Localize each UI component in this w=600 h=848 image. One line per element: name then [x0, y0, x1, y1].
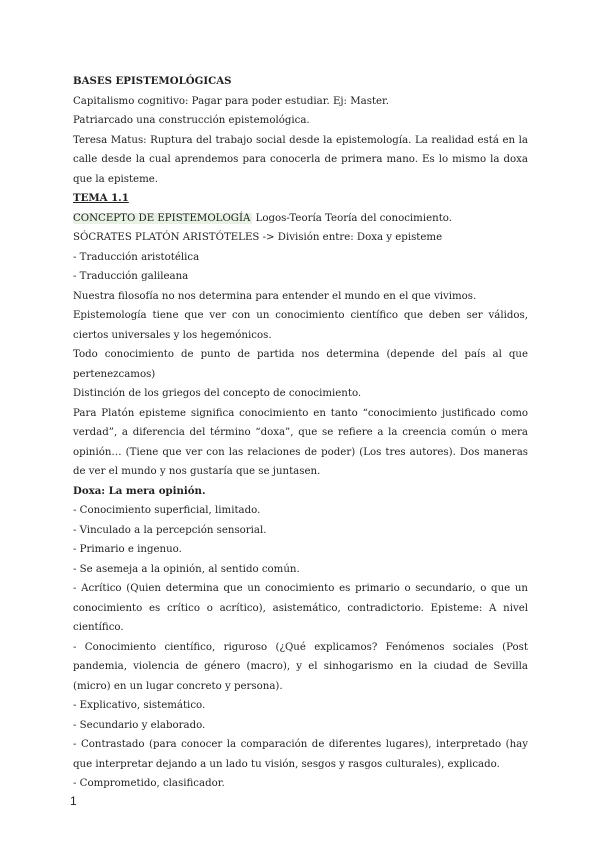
concept-highlight: CONCEPTO DE EPISTEMOLOGÍA: [73, 212, 251, 224]
episteme-item-2: - Secundario y elaborado.: [73, 719, 206, 731]
doxa-item-1: - Conocimiento superficial, limitado.: [73, 505, 261, 516]
concept-rest: Logos-Teoría Teoría del conocimiento.: [252, 212, 452, 224]
doxa-item-2: - Vinculado a la percepción sensorial.: [73, 524, 267, 536]
teresa-paragraph: Teresa Matus: Ruptura del trabajo social desde la epistemología. La realidad está en la calle desde la cual aprendemos para conocerla de primera mano. Es lo mismo la doxa que la episteme.: [73, 134, 528, 185]
topic-heading: TEMA 1.1: [73, 192, 129, 204]
page-number: 1: [70, 794, 77, 808]
intro-line-1: Capitalismo cognitivo: Pagar para poder estudiar. Ej: Master.: [73, 95, 390, 107]
authors-line: SÓCRATES PLATÓN ARISTÓTELES -> División entre: Doxa y episteme: [73, 232, 443, 243]
contrasted-paragraph: - Contrastado (para conocer la comparación de diferentes lugares), interpretado (hay que interpretar dejando a un lado tu visión, sesgos y rasgos culturales), explicado.: [73, 739, 528, 770]
philosophy-line: Nuestra filosofía no nos determina para entender el mundo en el que vivimos.: [73, 290, 477, 302]
doxa-item-3: - Primario e ingenuo.: [73, 544, 182, 555]
epistemology-paragraph: Epistemología tiene que ver con un conocimiento científico que deben ser válidos, ciertos universales y los hegemónicos.: [73, 310, 528, 341]
section-title: BASES EPISTEMOLÓGICAS: [73, 75, 232, 87]
concept-line: [73, 209, 528, 229]
episteme-item-1: - Explicativo, sistemático.: [73, 700, 206, 711]
translation-item-2: - Traducción galileana: [73, 271, 189, 282]
final-item: - Comprometido, clasificador.: [73, 778, 225, 789]
acritico-paragraph: - Acrítico (Quien determina que un conocimiento es primario o secundario, o que un conocimiento es crítico o acrítico), asistemático, contradictorio. Episteme: A nivel científico.: [73, 583, 528, 633]
scientific-paragraph: - Conocimiento científico, riguroso (¿Qué explicamos? Fenómenos sociales (Post pandemia, violencia de género (macro), y el sinhogarismo en la ciudad de Sevilla (micro) en un lugar concreto y persona).: [73, 641, 528, 692]
knowledge-paragraph: Todo conocimiento de punto de partida nos determina (depende del país al que pertenezcamos): [73, 349, 528, 380]
plato-paragraph: Para Platón episteme significa conocimiento en tanto “conocimiento justificado como verdad”, a diferencia del término “doxa”, que se refiere a la creencia común o mera opinión… (Tiene que ver con las relaciones de poder) (Los tres autores). Dos maneras de ver el mundo y nos gustaría que se juntasen.: [73, 407, 528, 477]
intro-line-2: Patriarcado una construcción epistemológica.: [73, 115, 310, 126]
distinction-line: Distinción de los griegos del concepto de conocimiento.: [73, 388, 362, 399]
document-page: [73, 72, 528, 794]
doxa-item-4: - Se asemeja a la opinión, al sentido común.: [73, 563, 300, 575]
doxa-heading: Doxa: La mera opinión.: [73, 484, 206, 497]
translation-item-1: - Traducción aristotélica: [73, 251, 200, 263]
